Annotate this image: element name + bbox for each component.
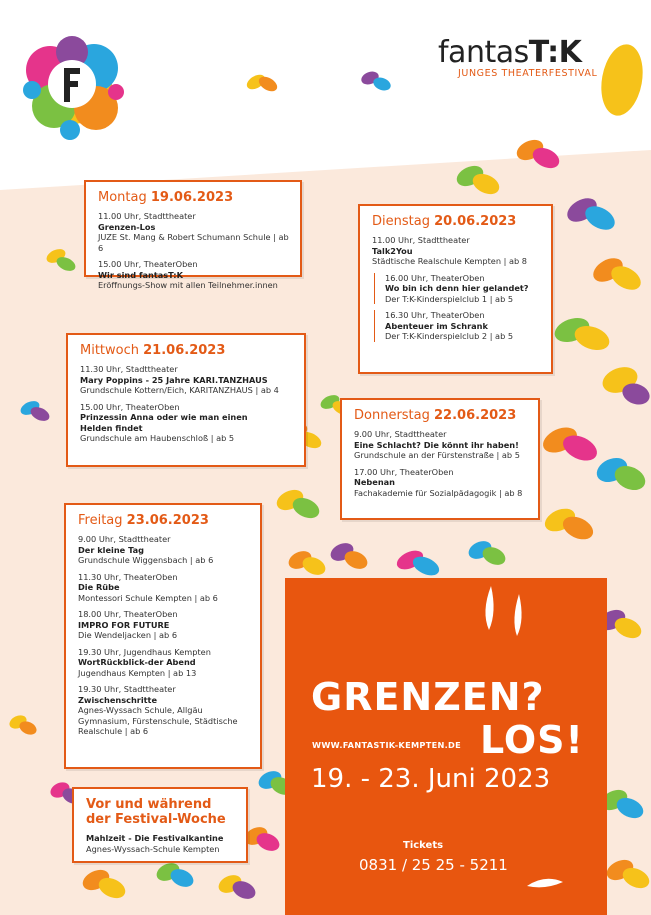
day-title: Montag 19.06.2023 <box>98 190 234 205</box>
butterfly-icon <box>44 246 77 273</box>
event-item: 19.30 Uhr, Stadttheater Zwischenschritte Agnes-Wyssach Schule, Allgäu Gymnasium, Fürstenschule, Städtische Realschule | ab 6 <box>78 684 238 736</box>
day-card-festival <box>72 787 248 863</box>
tickets-label: Tickets <box>403 840 444 851</box>
feather-icon <box>525 874 565 894</box>
event-item: 18.00 Uhr, TheaterOben IMPRO FOR FUTURE Die Wendeljacken | ab 6 <box>78 609 178 640</box>
event-item: 19.30 Uhr, Jugendhaus Kempten WortRückblick-der Abend Jugendhaus Kempten | ab 13 <box>78 646 211 678</box>
event-item: 9.00 Uhr, Stadttheater Eine Schlacht? Die könnt ihr haben! Grundschule an der Fürstenstraße | ab 5 <box>354 429 520 460</box>
butterfly-icon <box>454 162 503 198</box>
butterfly-icon <box>514 136 563 172</box>
butterfly-icon <box>274 486 323 522</box>
event-item: 17.00 Uhr, TheaterOben Nebenan Fachakademie für Sozialpädagogik | ab 8 <box>354 466 523 498</box>
butterfly-icon <box>328 540 371 573</box>
day-title: Donnerstag 22.06.2023 <box>354 408 517 423</box>
day-title: Mittwoch 21.06.2023 <box>80 343 226 358</box>
event-item: 16.00 Uhr, TheaterOben Wo bin ich denn hier gelandet? Der T:K-Kinderspielclub 1 | ab 5 <box>374 273 541 305</box>
event-item: 15.00 Uhr, TheaterOben Prinzessin Anna oder wie man einen Helden findet Grundschule am Haubenschloß | ab 5 <box>80 401 248 443</box>
brand-subtitle: JUNGES THEATERFESTIVAL <box>458 68 598 79</box>
butterfly-icon <box>551 314 612 355</box>
butterfly-icon <box>541 504 596 544</box>
day-card-donnerstag <box>340 398 540 520</box>
butterfly-icon <box>154 860 197 891</box>
butterfly-icon <box>596 41 648 119</box>
event-item: 15.00 Uhr, TheaterOben Wir sind fantasT:K Eröffnungs-Show mit allen Teilnehmer.innen <box>98 259 278 290</box>
event-item: 11.00 Uhr, Stadttheater Talk2You Städtische Realschule Kempten | ab 8 <box>372 235 528 266</box>
butterfly-icon <box>604 856 651 892</box>
festival-title: Vor und während der Festival-Woche <box>86 797 226 827</box>
event-item: 9.00 Uhr, Stadttheater Der kleine Tag Grundschule Wiggensbach | ab 6 <box>78 534 214 565</box>
butterfly-icon <box>216 872 259 903</box>
butterfly-icon <box>286 548 329 579</box>
slogan-line-1: GRENZEN? <box>311 675 545 719</box>
butterfly-icon <box>394 547 442 579</box>
butterfly-icon <box>7 713 38 737</box>
butterfly-icon <box>466 538 509 569</box>
day-title: Freitag 23.06.2023 <box>78 513 209 528</box>
event-item: 11.30 Uhr, TheaterOben Die Rübe Montessori Schule Kempten | ab 6 <box>78 571 218 603</box>
butterfly-icon <box>563 193 619 234</box>
butterfly-icon <box>18 398 51 423</box>
butterfly-icon <box>599 363 651 409</box>
day-title: Dienstag 20.06.2023 <box>372 214 517 229</box>
tickets-phone[interactable]: 0831 / 25 25 - 5211 <box>359 856 508 874</box>
website-url[interactable]: WWW.FANTASTIK-KEMPTEN.DE <box>312 740 462 750</box>
event-item: 16.30 Uhr, TheaterOben Abenteuer im Schrank Der T:K-Kinderspielclub 2 | ab 5 <box>374 310 541 342</box>
butterfly-icon <box>80 866 129 902</box>
day-card-dienstag <box>358 204 553 374</box>
day-card-freitag <box>64 503 262 769</box>
slogan-line-2: LOS! <box>480 718 584 762</box>
butterfly-icon <box>539 422 601 465</box>
festival-dates: 19. - 23. Juni 2023 <box>311 764 551 794</box>
event-item: Mahlzeit - Die Festivalkantine Agnes-Wyssach-Schule Kempten <box>86 833 224 854</box>
butterfly-icon <box>359 69 392 92</box>
brand-name: fantasT:K <box>438 35 582 70</box>
event-item: 11.30 Uhr, Stadttheater Mary Poppins - 25 Jahre KARI.TANZHAUS Grundschule Kottern/Eich, KARITANZHAUS | ab 4 <box>80 364 279 395</box>
event-item: 11.00 Uhr, Stadttheater Grenzen-Los JUZE St. Mang & Robert Schumann Schule | ab 6 <box>98 211 289 253</box>
butterfly-icon <box>593 453 649 494</box>
day-card-mittwoch <box>66 333 306 467</box>
day-card-montag <box>84 180 302 290</box>
butterfly-icon <box>589 253 645 294</box>
feather-icon <box>475 582 545 652</box>
butterfly-icon <box>244 72 279 94</box>
promo-block <box>285 578 607 915</box>
